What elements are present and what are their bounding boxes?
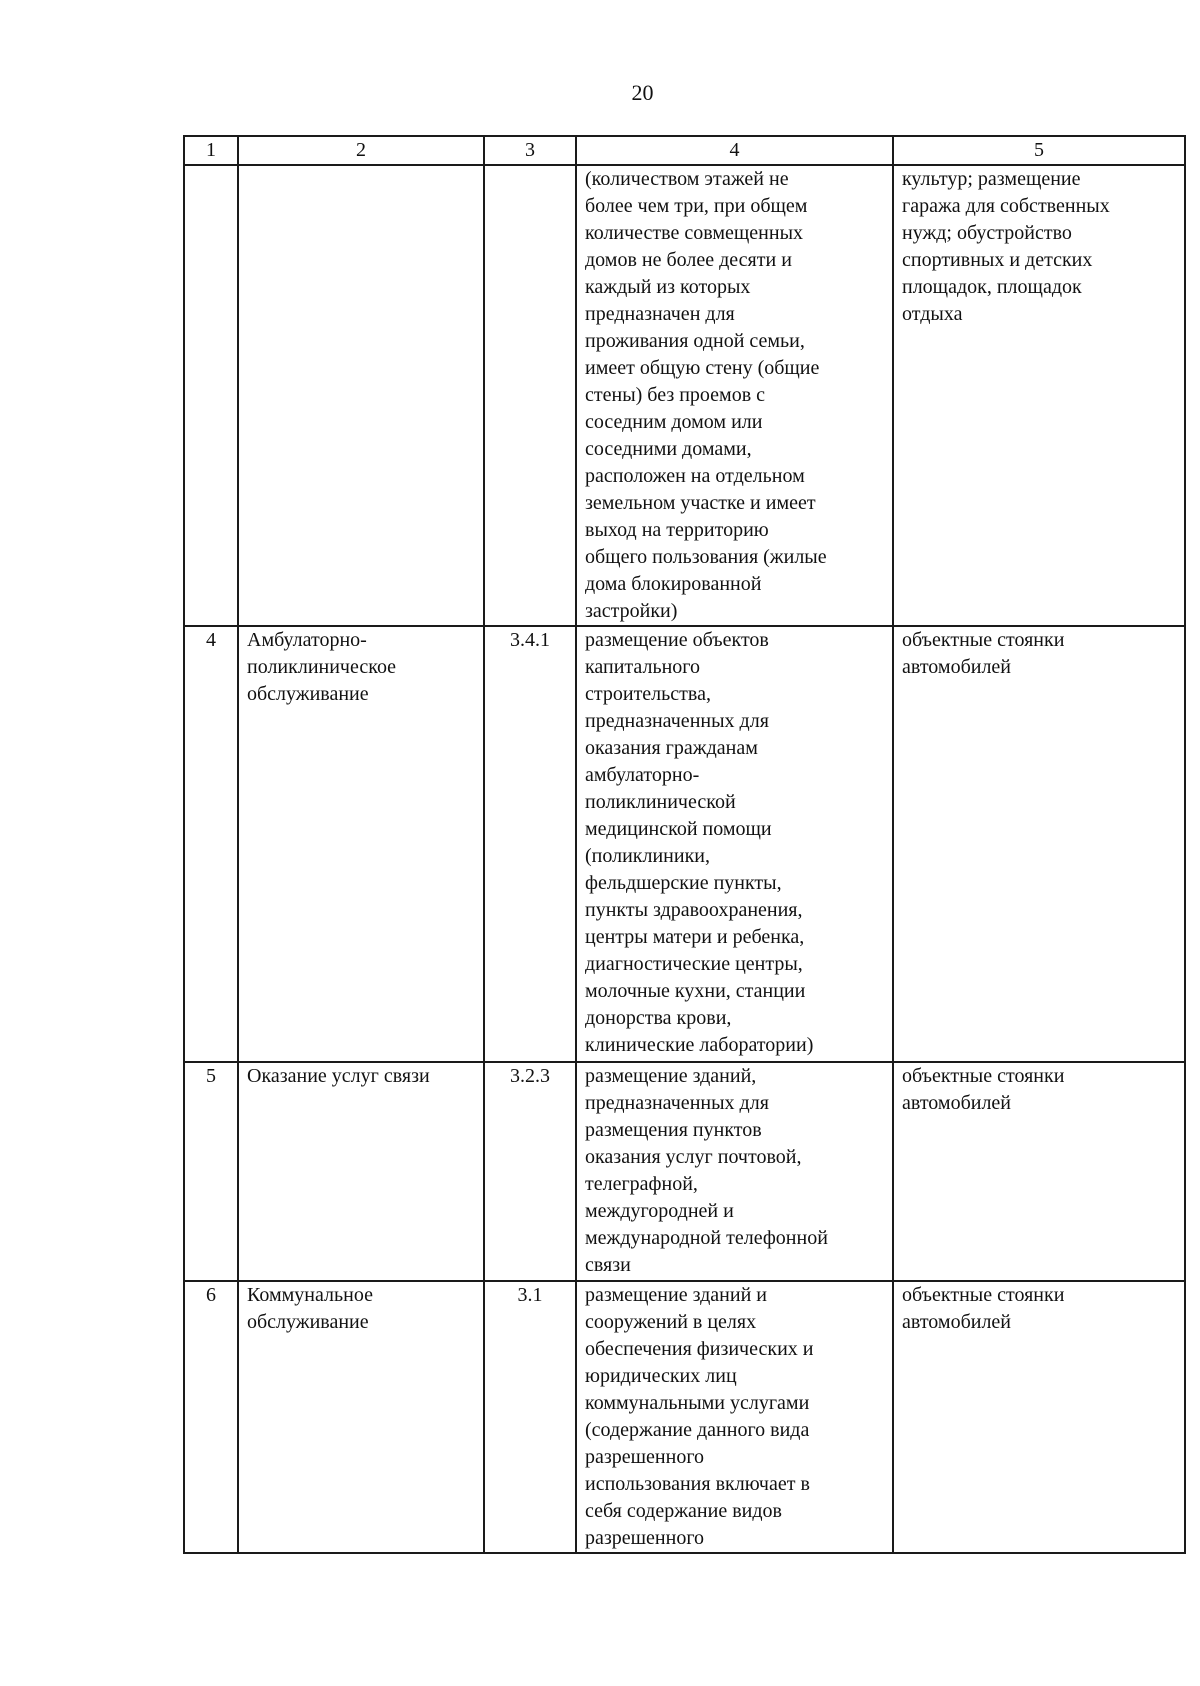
table-header-row bbox=[184, 136, 1185, 165]
use-name-cell: Оказание услуг связи bbox=[238, 1062, 484, 1281]
table-row bbox=[184, 626, 1185, 1062]
page-number: 20 bbox=[631, 80, 654, 105]
use-description-cell: размещение зданий, предназначенных для размещения пунктов оказания услуг почтовой, телеграфной, междугородней и международной телефонной связи bbox=[576, 1062, 893, 1281]
auxiliary-use-cell: объектные стоянки автомобилей bbox=[893, 1062, 1185, 1281]
use-description-cell: размещение объектов капитального строительства, предназначенных для оказания гражданам амбулаторно- поликлинической медицинской помощи (поликлиники, фельдшерские пункты, пункты здравоохранения, центры матери и ребенка, диагностические центры, молочные кухни, станции донорства крови, клинические лаборатории) bbox=[576, 626, 893, 1062]
table-row bbox=[184, 1281, 1185, 1553]
use-name-cell: Амбулаторно- поликлиническое обслуживание bbox=[238, 626, 484, 1062]
use-code-cell bbox=[484, 165, 576, 626]
use-code-cell: 3.2.3 bbox=[484, 1062, 576, 1281]
row-number-cell: 6 bbox=[184, 1281, 238, 1553]
auxiliary-use-cell: культур; размещение гаража для собственных нужд; обустройство спортивных и детских площадок, площадок отдыха bbox=[893, 165, 1185, 626]
use-name-cell bbox=[238, 165, 484, 626]
table-row bbox=[184, 165, 1185, 626]
auxiliary-use-cell: объектные стоянки автомобилей bbox=[893, 1281, 1185, 1553]
land-use-table bbox=[183, 135, 1186, 1554]
column-header-5: 5 bbox=[893, 136, 1185, 165]
auxiliary-use-cell: объектные стоянки автомобилей bbox=[893, 626, 1185, 1062]
column-header-2: 2 bbox=[238, 136, 484, 165]
row-number-cell bbox=[184, 165, 238, 626]
column-header-3: 3 bbox=[484, 136, 576, 165]
use-name-cell: Коммунальное обслуживание bbox=[238, 1281, 484, 1553]
use-description-cell: размещение зданий и сооружений в целях обеспечения физических и юридических лиц коммунальными услугами (содержание данного вида разрешенного использования включает в себя содержание видов разрешенного bbox=[576, 1281, 893, 1553]
column-header-4: 4 bbox=[576, 136, 893, 165]
column-header-1: 1 bbox=[184, 136, 238, 165]
use-description-cell: (количеством этажей не более чем три, при общем количестве совмещенных домов не более десяти и каждый из которых предназначен для проживания одной семьи, имеет общую стену (общие стены) без проемов с соседним домом или соседними домами, расположен на отдельном земельном участке и имеет выход на территорию общего пользования (жилые дома блокированной застройки) bbox=[576, 165, 893, 626]
use-code-cell: 3.4.1 bbox=[484, 626, 576, 1062]
use-code-cell: 3.1 bbox=[484, 1281, 576, 1553]
row-number-cell: 4 bbox=[184, 626, 238, 1062]
row-number-cell: 5 bbox=[184, 1062, 238, 1281]
table-row bbox=[184, 1062, 1185, 1281]
